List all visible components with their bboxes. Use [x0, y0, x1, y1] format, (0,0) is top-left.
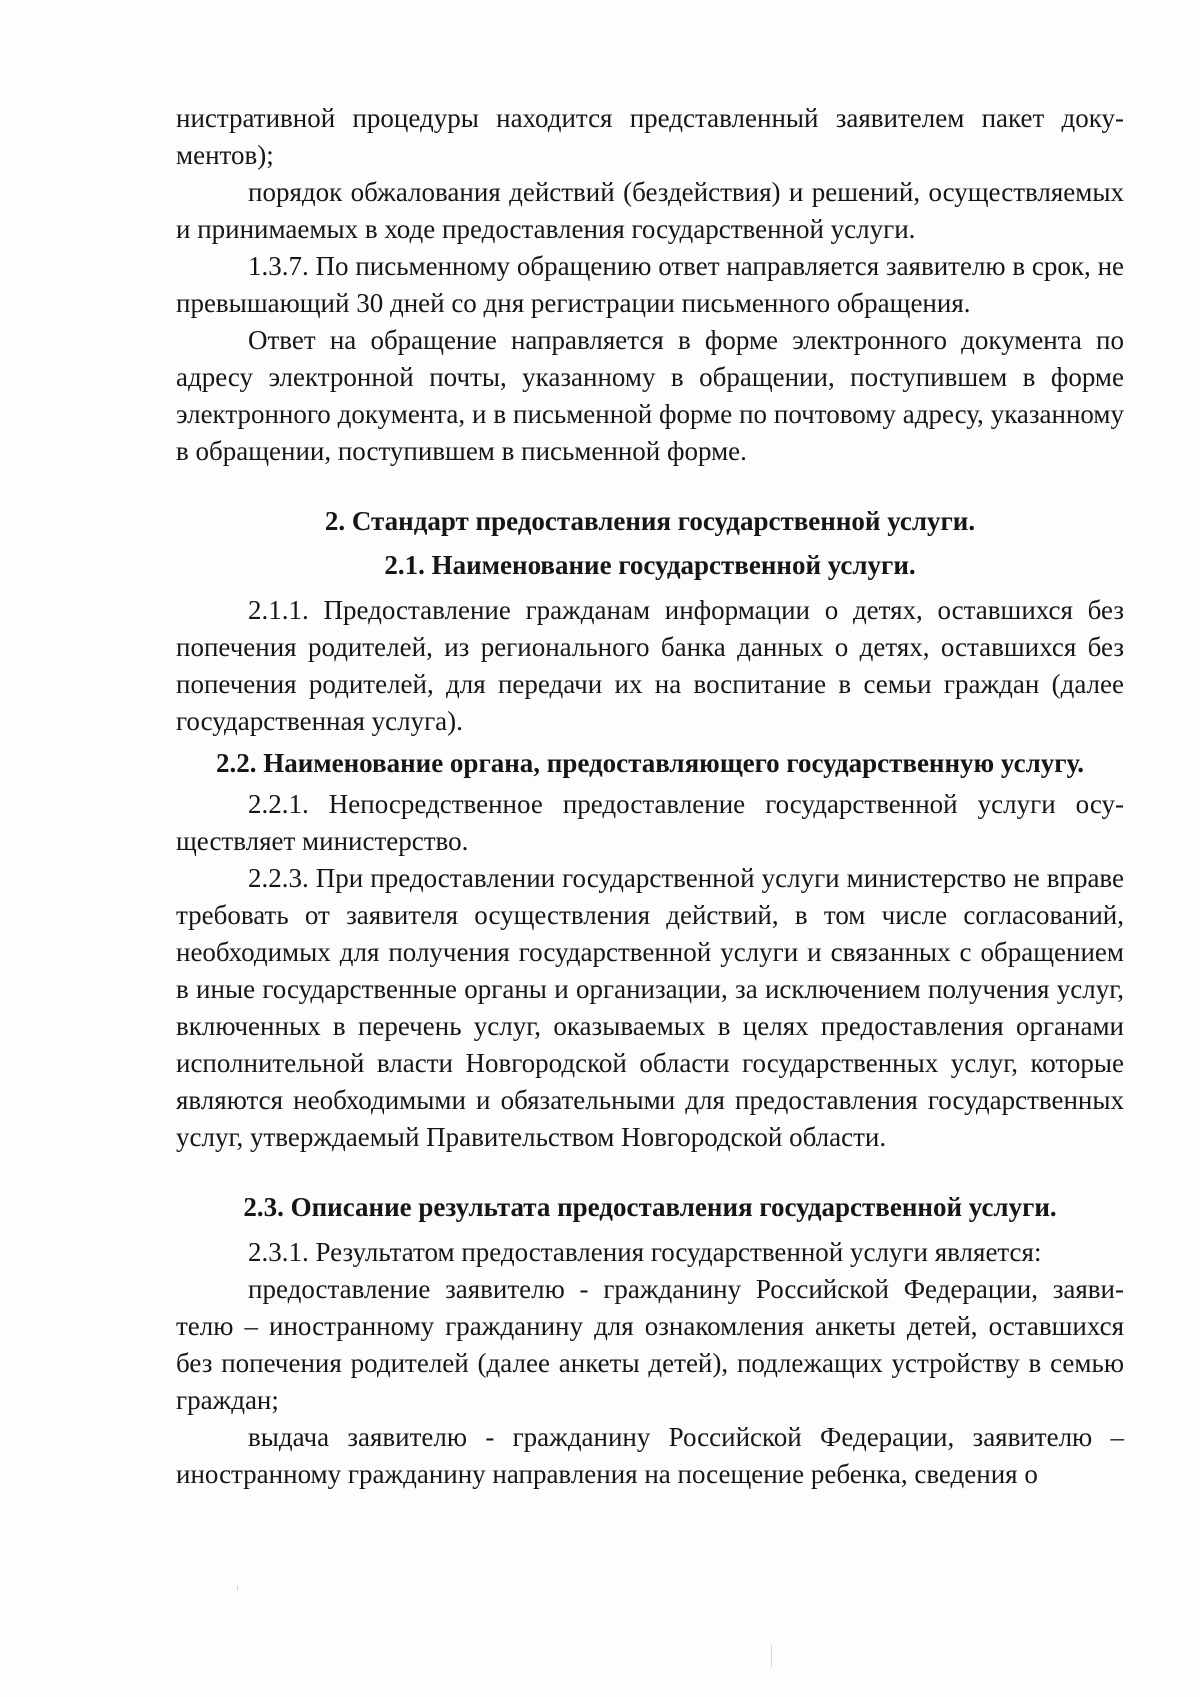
paragraph-continuation-procedure: нистративной процедуры находится представленный заявителем пакет документов);: [176, 103, 1124, 170]
paragraph-appeal-procedure: порядок обжалования действий (бездействия) и решений, осуществляемых и принимаемых в ходе предоставления государственной услуги.: [176, 177, 1124, 244]
section-heading-2-1: 2.1. Наименование государственной услуги.: [384, 550, 916, 580]
paragraph-2-3-1: 2.3.1. Результатом предоставления государственной услуги является:: [248, 1237, 1042, 1267]
paragraph-2-2-1: 2.2.1. Непосредственное предоставление государственной услуги осуществляет министерство.: [176, 789, 1124, 856]
paragraph-result-questionnaires: предоставление заявителю - гражданину Российской Федерации, заявителю – иностранному гражданину для ознакомления анкеты детей, оставшихся без попечения родителей (далее анкеты детей), подлежащих устройству в семью граждан;: [176, 1274, 1124, 1415]
scan-artifact: [771, 1645, 772, 1667]
paragraph-2-1-1: 2.1.1. Предоставление гражданам информации о детях, оставшихся без попечения родителей, из регионального банка данных о детях, оставшихся без попечения родителей, для передачи их на воспитание в семьи граждан (далее государственная услуга).: [176, 595, 1124, 736]
paragraph-response-form: Ответ на обращение направляется в форме электронного документа по адресу электронной почты, указанному в обращении, поступившем в форме электронного документа, и в письменной форме по почтовому адресу, указанному в обращении, поступившем в письменной форме.: [176, 325, 1124, 466]
section-heading-2-2: 2.2. Наименование органа, предоставляющего государственную услугу.: [215, 748, 1085, 778]
paragraph-result-visit-referral: выдача заявителю - гражданину Российской Федерации, заявителю – иностранному гражданину направления на посещение ребенка, сведения о: [176, 1422, 1124, 1489]
paragraph-2-2-3: 2.2.3. При предоставлении государственной услуги министерство не вправе требовать от заявителя осуществления действий, в том числе согласований, необходимых для получения государственной услуги и связанных с обращением в иные государственные органы и организации, за исключением получения услуг, включенных в перечень услуг, оказываемых в целях предоставления органами исполнительной власти Новгородской области государственных услуг, которые являются необходимыми и обязательными для предоставления государственных услуг, утверждаемый Правительством Новгородской области.: [176, 863, 1124, 1152]
section-heading-2: 2. Стандарт предоставления государственной услуги.: [324, 506, 976, 536]
scan-artifact: [237, 1585, 238, 1591]
paragraph-1-3-7: 1.3.7. По письменному обращению ответ направляется заявителю в срок, не превышающий 30 дней со дня регистрации письменного обращения.: [176, 251, 1124, 318]
document-body: [176, 100, 1124, 1493]
section-heading-2-3: 2.3. Описание результата предоставления государственной услуги.: [243, 1192, 1057, 1222]
